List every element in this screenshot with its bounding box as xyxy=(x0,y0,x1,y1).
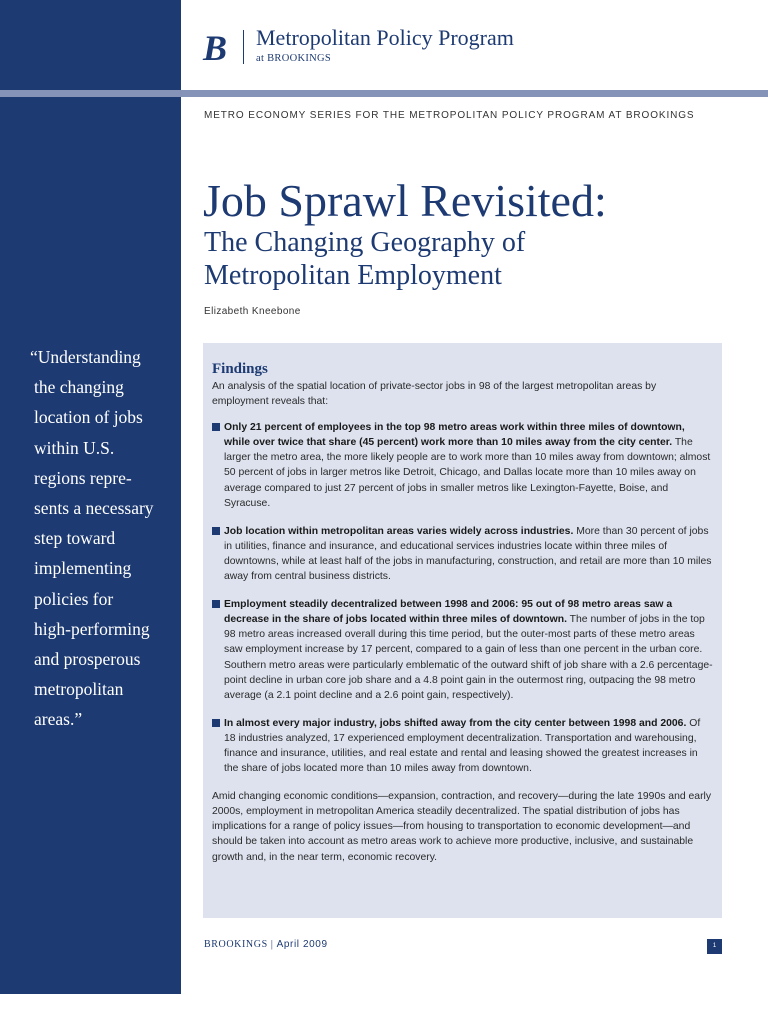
quote-line: the changing xyxy=(34,377,124,398)
findings-box xyxy=(203,343,722,918)
finding-lead: Job location within metropolitan areas varies widely across industries. xyxy=(224,525,574,537)
page-number: 1 xyxy=(707,939,722,954)
square-bullet-icon xyxy=(212,600,220,608)
page-title: Job Sprawl Revisited: xyxy=(203,175,607,226)
subtitle-line: The Changing Geography of xyxy=(204,227,526,258)
finding-item xyxy=(212,420,713,511)
subtitle-line: Metropolitan Employment xyxy=(204,260,502,291)
quote-line: within U.S. xyxy=(34,437,115,458)
finding-item xyxy=(212,716,713,776)
program-title: Metropolitan Policy Program xyxy=(256,25,514,50)
quote-line: high-performing xyxy=(34,618,150,639)
quote-line: implementing xyxy=(34,558,132,579)
sidebar-panel xyxy=(0,0,181,994)
finding-body: Of 18 industries analyzed, 17 experienced employment decentralization. Transportation and warehousing, finance and insurance, utilities, and real estate and rental and leasing showed the greatest increases in the share of jobs located more than 10 miles away from downtown. xyxy=(224,717,701,775)
finding-item xyxy=(212,597,713,703)
quote-line: location of jobs xyxy=(34,407,143,428)
program-subtitle: at BROOKINGS xyxy=(256,53,332,64)
series-line: METRO ECONOMY SERIES FOR THE METROPOLITAN POLICY PROGRAM AT BROOKINGS xyxy=(204,110,695,121)
finding-lead: In almost every major industry, jobs shifted away from the city center between 1998 and 2006. xyxy=(224,717,687,729)
quote-line: metropolitan xyxy=(34,679,124,700)
quote-line: regions repre- xyxy=(34,467,132,488)
finding-lead: Employment steadily decentralized between 1998 and 2006: 95 out of 98 metro areas saw a decrease in the share of jobs located within three miles of downtown. xyxy=(224,599,673,626)
quote-line: sents a necessary xyxy=(34,498,154,519)
pull-quote xyxy=(30,342,170,735)
finding-lead: Only 21 percent of employees in the top 98 metro areas work within three miles of downtown, while over twice that share (45 percent) work more than 10 miles away from the city center. xyxy=(224,422,685,449)
logo-divider xyxy=(243,30,244,64)
findings-intro: An analysis of the spatial location of private-sector jobs in 98 of the largest metropolitan areas by employment reveals that: xyxy=(212,381,657,408)
header-rule xyxy=(0,90,768,97)
footer-date: April 2009 xyxy=(276,939,328,950)
footer-separator: | xyxy=(270,939,274,950)
page-subtitle xyxy=(204,226,525,292)
quote-line: step toward xyxy=(34,528,116,549)
logo-mark: B xyxy=(203,28,228,68)
author-name: Elizabeth Kneebone xyxy=(204,306,301,317)
finding-body: The larger the metro area, the more likely people are to work more than 10 miles away from downtown; almost 50 percent of jobs in larger metros like Detroit, Chicago, and Dallas locate more than 10 miles away on average compared to just 27 percent of jobs in smaller metros like Lexington-Fayette, Boise, and Syracuse. xyxy=(224,437,711,509)
quote-line: “Understanding xyxy=(30,347,141,367)
finding-body: The number of jobs in the top 98 metro areas increased overall during this time period, but the outer-most parts of these metro areas saw employment increase by 17 percent, compared to a gain of less than one percent in the urban core. Southern metro areas were particularly emblematic of the outward shift of job share with a 2.6 percentage-point decline in urban core job share and a 4.8 point gain in the outermost ring, outpacing the 98 metro average (a 2.1 point decline and a 2.6 point gain, respectively). xyxy=(224,614,713,701)
footer-credit xyxy=(204,939,328,950)
finding-item xyxy=(212,524,713,584)
footer-brand: BROOKINGS xyxy=(204,939,268,950)
quote-line: and prosperous xyxy=(34,649,141,670)
quote-line: areas.” xyxy=(34,709,83,730)
findings-heading: Findings xyxy=(212,361,268,377)
findings-closing: Amid changing economic conditions—expansion, contraction, and recovery—during the late 1990s and early 2000s, employment in metropolitan America steadily decentralized. The spatial distribution of jobs has implications for a range of policy issues—from housing to transportation to economic development—and should be taken into account as metro areas work to achieve more productive, inclusive, and sustainable growth and, in the near term, economic recovery. xyxy=(212,791,712,863)
square-bullet-icon xyxy=(212,527,220,535)
square-bullet-icon xyxy=(212,719,220,727)
quote-line: policies for xyxy=(34,588,114,609)
square-bullet-icon xyxy=(212,423,220,431)
finding-body: More than 30 percent of jobs in utilities, finance and insurance, and educational services industries locate within three miles of downtowns, while at least half of the jobs in manufacturing, construction, and retail are more than 10 miles away from central business districts. xyxy=(224,525,712,583)
